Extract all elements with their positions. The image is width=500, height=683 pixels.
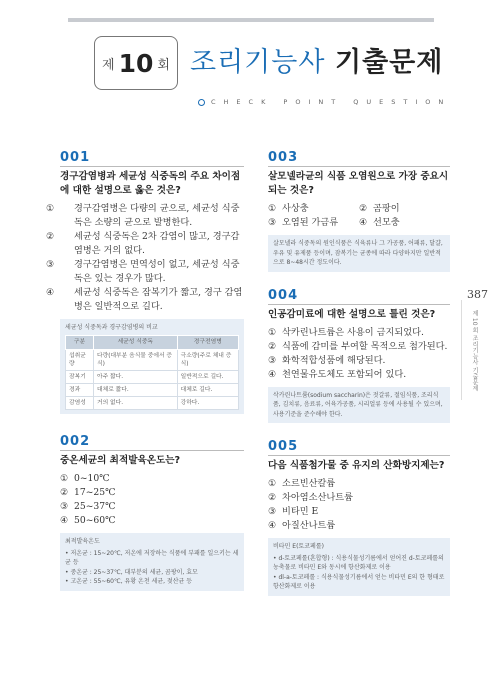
option-1: ① 경구감염병은 다량의 균으로, 세균성 식중독은 소량의 균으로 발병한다. <box>46 203 240 228</box>
question-text: 인공감미료에 대한 설명으로 틀린 것은? <box>268 308 436 320</box>
explanation-box <box>268 538 450 596</box>
table-header: 구분 <box>66 335 94 350</box>
option-2: ② 곰팡이 <box>359 203 400 214</box>
option-1: ① 0~10℃ <box>60 473 110 484</box>
side-divider <box>461 300 462 400</box>
explanation-line: • 고온균 : 55~60℃, 유황 온천 세균, 젖산균 등 <box>65 578 193 585</box>
explanation-heading: 세균성 식중독과 경구감염병의 비교 <box>65 324 158 331</box>
option-4: ④ 선모충 <box>359 217 400 228</box>
page-number: 387 <box>467 288 488 301</box>
page-title <box>190 40 443 79</box>
option-4: ④ 아질산나트륨 <box>268 520 336 531</box>
option-3: ③ 비타민 E <box>268 506 319 517</box>
question-text: 중온세균의 최적발육온도는? <box>60 455 181 466</box>
comparison-table <box>65 335 239 411</box>
option-2: ② 식품에 감미를 부여할 목적으로 첨가된다. <box>268 340 448 352</box>
question-002 <box>60 434 244 591</box>
explanation-line: • dl-a-토코페롤 : 식용식물성기름에서 얻는 비타민 E의 한 형태로 항산화제로 이용 <box>273 573 445 590</box>
question-text: 살모넬라균의 식품 오염원으로 가장 중요시되는 것은? <box>268 171 449 196</box>
explanation-line: • 저온균 : 15~20℃, 저온에 저장하는 식품에 부패를 일으키는 세균 등 <box>65 549 239 566</box>
option-1: ① 삭카린나트륨은 사용이 금지되었다. <box>268 326 424 338</box>
side-label: 제 10 회 조리기능사 기출문제 <box>471 310 478 392</box>
table-row: 감염성 거의 없다. 강하다. <box>66 397 239 410</box>
option-3: ③ 화학적합성품에 해당된다. <box>268 354 386 366</box>
table-header: 경구전염병 <box>177 335 238 350</box>
option-2: ② 세균성 식중독은 2차 감염이 많고, 경구감염병은 거의 없다. <box>46 231 240 256</box>
explanation-line: • d-토코페롤(혼합형) : 식용식물성기름에서 얻어진 d-토코페롤의 농축물로 비타민 E와 동시에 항산화제로 이용 <box>273 554 444 571</box>
options-grid <box>268 202 450 230</box>
option-4: ④ 세균성 식중독은 잠복기가 짧고, 경구 감염병은 일반적으로 길다. <box>46 287 243 312</box>
table-row: 섭취균량 다량(대부분 음식물 중에서 증식) 극소량(주로 체내 증식) <box>66 350 239 371</box>
table-header: 세균성 식중독 <box>94 335 178 350</box>
title-blue: 조리기능사 <box>190 47 326 78</box>
question-004 <box>268 288 450 424</box>
round-box <box>94 36 178 90</box>
option-4: ④ 50~60℃ <box>60 515 116 526</box>
option-1: ① 사상충 <box>268 203 309 214</box>
right-column <box>268 150 450 596</box>
option-1: ① 소르빈산칼륨 <box>268 478 336 489</box>
option-2: ② 17~25℃ <box>60 487 116 498</box>
question-number: 003 <box>268 150 450 167</box>
question-number: 005 <box>268 439 450 456</box>
round-prefix: 제 <box>102 57 115 73</box>
title-dark: 기출문제 <box>335 47 444 78</box>
option-4: ④ 천연물유도체도 포함되어 있다. <box>268 368 407 380</box>
subtitle: CHECK POINT QUESTION <box>198 98 451 106</box>
left-column <box>46 150 244 591</box>
option-3: ③ 오염된 가금류 <box>268 217 339 228</box>
explanation-heading: 최적발육온도 <box>65 538 100 545</box>
question-number: 004 <box>268 288 450 305</box>
round-number: 10 <box>118 48 154 78</box>
round-suffix: 회 <box>157 57 170 73</box>
explanation-box: 삭카린나트륨(sodium saccharin)은 젓갈류, 절임식품, 조리식품, 김치류, 음료류, 어육가공품, 시리얼류 등에 사용될 수 있으며, 사용기준을 준수해야 한다. <box>268 387 450 424</box>
option-2: ② 차아염소산나트륨 <box>268 492 354 503</box>
question-number: 002 <box>60 434 244 451</box>
explanation-box: 살모넬라 식중독의 원인식품은 식육류나 그 가공품, 어패류, 달걀, 우유 및 유제품 등이며, 잠복기는 균종에 따라 다양하지만 일반적으로 8~48시간 정도이다. <box>268 235 450 272</box>
question-text: 경구감염병과 세균성 식중독의 주요 차이점에 대한 설명으로 옳은 것은? <box>60 171 241 196</box>
explanation-heading: 비타민 E(토코페롤) <box>273 543 324 550</box>
question-001 <box>46 150 244 414</box>
question-005 <box>268 439 450 596</box>
table-row: 잠복기 아주 짧다. 일반적으로 길다. <box>66 371 239 384</box>
explanation-box <box>60 319 244 414</box>
question-003 <box>268 150 450 272</box>
table-row: 경과 대체로 짧다. 대체로 길다. <box>66 384 239 397</box>
explanation-line: • 중온균 : 25~37℃, 대부분의 세균, 곰팡이, 효모 <box>65 568 198 576</box>
option-3: ③ 25~37℃ <box>60 501 116 512</box>
option-3: ③ 경구감염병은 면역성이 없고, 세균성 식중독은 있는 경우가 많다. <box>46 259 240 284</box>
question-number: 001 <box>60 150 244 167</box>
explanation-box <box>60 533 244 591</box>
question-text: 다음 식품첨가물 중 유지의 산화방지제는? <box>268 460 445 471</box>
